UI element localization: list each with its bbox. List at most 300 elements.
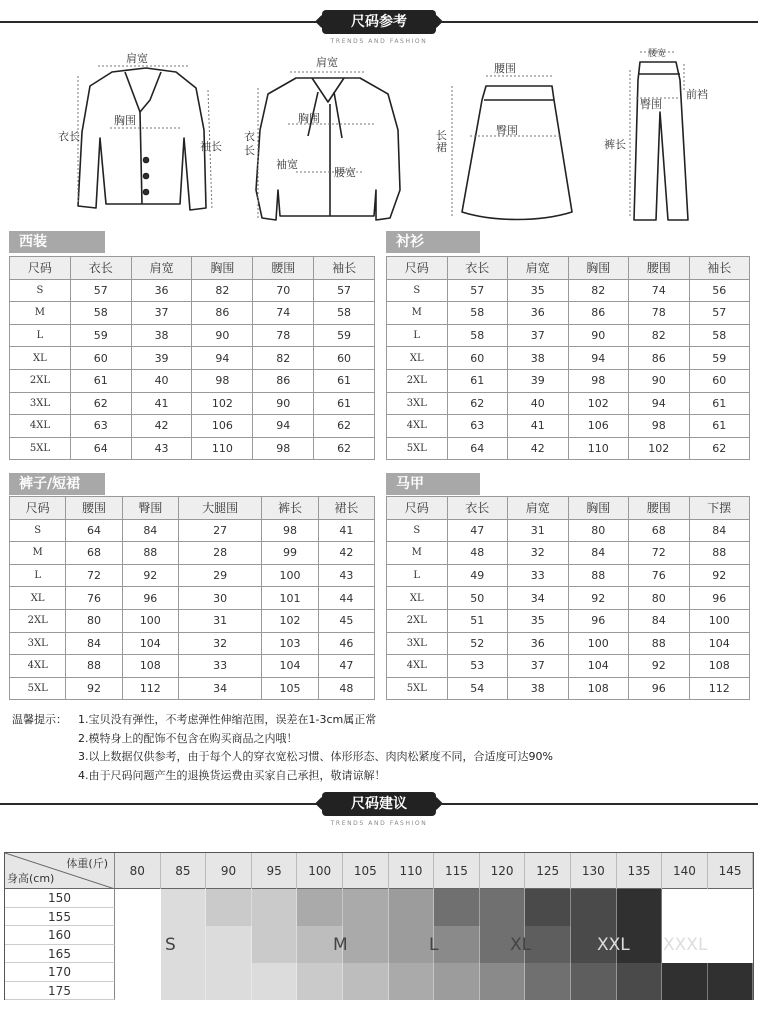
table-cell: 59 [70,324,131,347]
pants-hip-label: 臀围 [640,98,662,111]
grid-cell [571,963,617,982]
column-header: 腰围 [253,257,314,280]
table-header-row [387,497,750,520]
table-cell: 36 [131,279,192,302]
table-cell: 72 [629,542,690,565]
table-cell: 82 [568,279,629,302]
table-cell: 29 [178,564,261,587]
table-cell: 82 [253,347,314,370]
table-cell: 98 [629,415,690,438]
table-cell: 48 [318,677,374,700]
table-cell: 74 [629,279,690,302]
grid-cell [708,926,754,945]
grid-cell [343,926,389,945]
column-header: 臀围 [122,497,178,520]
table-row [387,519,750,542]
table-row [387,415,750,438]
table-cell: 62 [70,392,131,415]
garment-diagrams [0,40,758,226]
table-cell: 60 [314,347,375,370]
table-cell: 2XL [387,369,448,392]
table-cell: 60 [689,369,750,392]
table-cell: 88 [629,632,690,655]
size-zone-label: XL [510,935,532,955]
grid-cell [115,889,161,908]
table-cell: 64 [66,519,122,542]
shirt-chest-label: 胸围 [298,112,320,125]
weight-column-header: 140 [662,853,708,889]
table-cell: 5XL [10,677,66,700]
shirt-table-title: 衬衫 [386,231,480,253]
vest-size-table [386,496,750,700]
table-cell: 72 [66,564,122,587]
grid-cell [252,982,298,1001]
table-cell: 68 [629,519,690,542]
note-row-1 [12,711,553,730]
column-header: 腰围 [66,497,122,520]
height-row-header: 155 [5,908,115,927]
table-cell: 100 [122,609,178,632]
grid-cell [480,908,526,927]
pants-size-table [9,496,375,700]
table-cell: S [10,279,71,302]
table-cell: 52 [447,632,508,655]
table-cell: 98 [262,519,318,542]
table-cell: 110 [192,437,253,460]
grid-cell [115,926,161,945]
table-cell: 47 [447,519,508,542]
table-cell: 80 [66,609,122,632]
note-item: 3.以上数据仅供参考，由于每个人的穿衣宽松习惯、体形形态、肉肉松紧度不同，合适度可达90% [78,750,553,763]
table-cell: 39 [131,347,192,370]
table-cell: 92 [629,655,690,678]
shirt-size-table [386,256,750,460]
column-header: 胸围 [192,257,253,280]
table-cell: 37 [508,655,569,678]
table-cell: 4XL [387,415,448,438]
grid-cell [252,945,298,964]
table-cell: 80 [568,519,629,542]
grid-cell [662,889,708,908]
table-cell: 61 [70,369,131,392]
grid-cell [343,945,389,964]
grid-cell [617,908,663,927]
table-cell: 94 [568,347,629,370]
grid-cell [434,945,480,964]
table-cell: 96 [629,677,690,700]
table-cell: 102 [262,609,318,632]
grid-cell [525,945,571,964]
column-header: 袖长 [314,257,375,280]
table-cell: 92 [689,564,750,587]
grid-cell [297,889,343,908]
column-header: 衣长 [447,497,508,520]
banner-line-left [0,21,318,23]
table-cell: 60 [447,347,508,370]
grid-cell [708,963,754,982]
grid-cell [617,963,663,982]
grid-cell [434,926,480,945]
table-cell: 62 [314,437,375,460]
weight-header-row [5,853,753,889]
grid-cell [115,945,161,964]
table-cell: 50 [447,587,508,610]
grid-cell [662,982,708,1001]
notes [12,711,553,785]
table-cell: 106 [192,415,253,438]
table-row [10,519,375,542]
shirt-shoulder-label: 肩宽 [316,56,338,69]
height-row-header: 150 [5,889,115,908]
shirt-length-label-a: 衣 [244,130,255,143]
size-zone-label: M [333,935,348,955]
table-cell: 57 [447,279,508,302]
size-zone-label: XXL [597,935,630,955]
table-cell: M [387,542,448,565]
table-cell: 56 [689,279,750,302]
table-cell: 58 [689,324,750,347]
table-cell: 86 [568,302,629,325]
table-cell: 27 [178,519,261,542]
table-cell: 78 [253,324,314,347]
column-header: 胸围 [568,497,629,520]
table-cell: 104 [262,655,318,678]
table-cell: 108 [689,655,750,678]
banner-title: 尺码建议 [322,792,436,816]
column-header: 尺码 [387,497,448,520]
height-row-header: 160 [5,926,115,945]
table-cell: 4XL [10,415,71,438]
grid-cell [480,982,526,1001]
banner-title: 尺码参考 [322,10,436,34]
table-cell: 59 [689,347,750,370]
table-cell: 58 [70,302,131,325]
table-cell: 86 [192,302,253,325]
table-cell: 49 [447,564,508,587]
table-cell: S [387,519,448,542]
pants-table-title: 裤子/短裙 [9,473,105,495]
table-cell: 37 [508,324,569,347]
table-cell: 41 [131,392,192,415]
table-cell: 5XL [10,437,71,460]
table-cell: 42 [131,415,192,438]
table-cell: 60 [70,347,131,370]
table-cell: XL [10,347,71,370]
table-cell: 44 [318,587,374,610]
shirt-sleeve-label: 袖宽 [276,158,298,171]
grid-cell [343,982,389,1001]
size-zone-label: XXXL [663,935,708,955]
table-cell: 31 [178,609,261,632]
banner-subtitle: TRENDS AND FASHION [330,820,428,827]
grid-cell [571,982,617,1001]
table-cell: 4XL [10,655,66,678]
table-cell: 105 [262,677,318,700]
size-zone-label: L [429,935,439,955]
note-row-4 [12,767,553,786]
table-cell: 64 [70,437,131,460]
weight-column-header: 120 [480,853,526,889]
column-header: 大腿围 [178,497,261,520]
table-cell: 94 [192,347,253,370]
table-cell: 61 [689,415,750,438]
table-cell: 108 [122,655,178,678]
table-cell: 57 [689,302,750,325]
table-cell: 28 [178,542,261,565]
table-cell: 84 [629,609,690,632]
suit-chest-label: 胸围 [114,114,136,127]
grid-cell [617,982,663,1001]
grid-cell [343,908,389,927]
table-cell: 84 [689,519,750,542]
table-row [10,302,375,325]
table-cell: 31 [508,519,569,542]
table-cell: 51 [447,609,508,632]
table-cell: 90 [568,324,629,347]
table-cell: 3XL [10,632,66,655]
table-cell: 100 [689,609,750,632]
weight-column-header: 90 [206,853,252,889]
grid-cell [206,963,252,982]
weight-column-header: 80 [115,853,161,889]
suit-shoulder-label: 肩宽 [126,52,148,65]
banner-subtitle: TRENDS AND FASHION [330,38,428,45]
grid-cell [571,908,617,927]
table-row [387,542,750,565]
table-cell: 92 [568,587,629,610]
table-row [10,369,375,392]
table-row [387,677,750,700]
weight-column-header: 135 [617,853,663,889]
table-row [387,324,750,347]
grid-cell [525,889,571,908]
table-cell: 34 [508,587,569,610]
grid-cell [206,945,252,964]
table-row [387,369,750,392]
grid-cell [708,945,754,964]
table-cell: 84 [568,542,629,565]
table-cell: 101 [262,587,318,610]
table-cell: 39 [508,369,569,392]
table-cell: 98 [253,437,314,460]
grid-cell [206,908,252,927]
height-row-header: 175 [5,982,115,1001]
table-cell: 2XL [10,609,66,632]
grid-cell [662,908,708,927]
table-cell: 5XL [387,437,448,460]
table-cell: 74 [253,302,314,325]
table-cell: L [387,564,448,587]
column-header: 胸围 [568,257,629,280]
weight-column-header: 85 [161,853,207,889]
table-cell: 33 [508,564,569,587]
table-cell: 84 [122,519,178,542]
shirt-icon [256,78,400,220]
suit-sleeve-label: 袖长 [200,140,222,153]
suit-length-label: 衣长 [58,130,80,143]
grid-cell [434,908,480,927]
weight-column-header: 110 [389,853,435,889]
table-cell: M [387,302,448,325]
grid-cell [389,889,435,908]
grid-cell [115,908,161,927]
column-header: 腰围 [629,497,690,520]
column-header: 衣长 [447,257,508,280]
table-cell: 94 [253,415,314,438]
grid-cell [206,926,252,945]
pants-rise-label: 前裆 [686,88,708,101]
grid-corner [5,853,115,889]
table-cell: M [10,302,71,325]
grid-cell [525,982,571,1001]
table-cell: 30 [178,587,261,610]
table-cell: 53 [447,655,508,678]
table-cell: 36 [508,632,569,655]
grid-cell [252,889,298,908]
table-cell: 90 [192,324,253,347]
table-cell: 63 [447,415,508,438]
grid-cell [525,926,571,945]
table-cell: 32 [508,542,569,565]
table-cell: 92 [122,564,178,587]
column-header: 袖长 [689,257,750,280]
column-header: 下摆 [689,497,750,520]
table-cell: 48 [447,542,508,565]
table-row [10,632,375,655]
table-cell: 40 [508,392,569,415]
skirt-icon [462,86,572,220]
column-header: 腰围 [629,257,690,280]
table-cell: 104 [122,632,178,655]
table-cell: 102 [568,392,629,415]
table-cell: S [10,519,66,542]
table-cell: 88 [66,655,122,678]
grid-cell [161,963,207,982]
weight-column-header: 145 [708,853,754,889]
table-row [387,279,750,302]
pants-waist-label: 腰宽 [648,49,667,59]
table-cell: 102 [192,392,253,415]
table-header-row [387,257,750,280]
table-cell: 32 [178,632,261,655]
grid-cell [389,982,435,1001]
table-row [10,279,375,302]
table-cell: 42 [318,542,374,565]
suit-table-title: 西装 [9,231,105,253]
table-cell: 90 [253,392,314,415]
table-cell: 58 [447,302,508,325]
table-row [387,655,750,678]
pants-length-label: 裤长 [604,138,626,151]
table-cell: 88 [568,564,629,587]
table-cell: 70 [253,279,314,302]
table-cell: 3XL [387,632,448,655]
grid-cell [252,963,298,982]
height-row-header: 165 [5,945,115,964]
column-header: 肩宽 [131,257,192,280]
table-cell: 47 [318,655,374,678]
table-cell: 80 [629,587,690,610]
grid-cell [389,963,435,982]
table-cell: 35 [508,279,569,302]
grid-cell [708,982,754,1001]
table-cell: 100 [262,564,318,587]
note-item: 2.模特身上的配饰不包含在购买商品之内哦！ [78,731,298,745]
table-row [10,564,375,587]
grid-cell [252,926,298,945]
table-cell: 57 [314,279,375,302]
table-row [10,437,375,460]
table-cell: 76 [629,564,690,587]
table-cell: 34 [178,677,261,700]
table-cell: 33 [178,655,261,678]
table-cell: L [10,564,66,587]
table-cell: 61 [689,392,750,415]
table-cell: XL [387,587,448,610]
table-cell: 98 [568,369,629,392]
grid-cell [434,889,480,908]
grid-cell [252,908,298,927]
table-cell: 61 [314,392,375,415]
table-cell: 61 [447,369,508,392]
table-cell: 99 [262,542,318,565]
table-row [10,655,375,678]
table-header-row [10,257,375,280]
table-cell: 41 [508,415,569,438]
skirt-length-label: 长裙 [436,129,447,154]
grid-cell [525,963,571,982]
table-cell: M [10,542,66,565]
table-cell: 43 [318,564,374,587]
table-cell: 61 [314,369,375,392]
table-cell: 62 [689,437,750,460]
weight-column-header: 100 [297,853,343,889]
grid-cell [115,963,161,982]
column-header: 衣长 [70,257,131,280]
table-row [10,587,375,610]
table-row [10,542,375,565]
table-cell: 58 [314,302,375,325]
table-cell: 3XL [10,392,71,415]
grid-cell [708,889,754,908]
table-cell: 5XL [387,677,448,700]
garment-illustrations [0,40,758,226]
table-cell: XL [387,347,448,370]
table-cell: 59 [314,324,375,347]
table-cell: 104 [689,632,750,655]
table-cell: 76 [66,587,122,610]
weight-column-header: 95 [252,853,298,889]
table-cell: 2XL [387,609,448,632]
note-item: 4.由于尺码问题产生的退换货运费由买家自己承担，敬请谅解！ [78,768,386,782]
table-cell: 40 [131,369,192,392]
table-cell: 96 [689,587,750,610]
table-cell: 37 [131,302,192,325]
shirt-length-label-b: 长 [244,144,255,157]
banner-line-left [0,803,318,805]
table-cell: 62 [314,415,375,438]
weight-column-header: 105 [343,853,389,889]
skirt-hip-label: 臀围 [496,124,518,137]
table-cell: 62 [447,392,508,415]
table-cell: 45 [318,609,374,632]
grid-cell [343,889,389,908]
grid-cell [389,908,435,927]
table-cell: 38 [131,324,192,347]
table-header-row [10,497,375,520]
note-item: 1.宝贝没有弹性，不考虑弹性伸缩范围，误差在1-3cm属正常 [78,713,377,726]
height-axis-label: 身高(cm) [7,872,55,885]
